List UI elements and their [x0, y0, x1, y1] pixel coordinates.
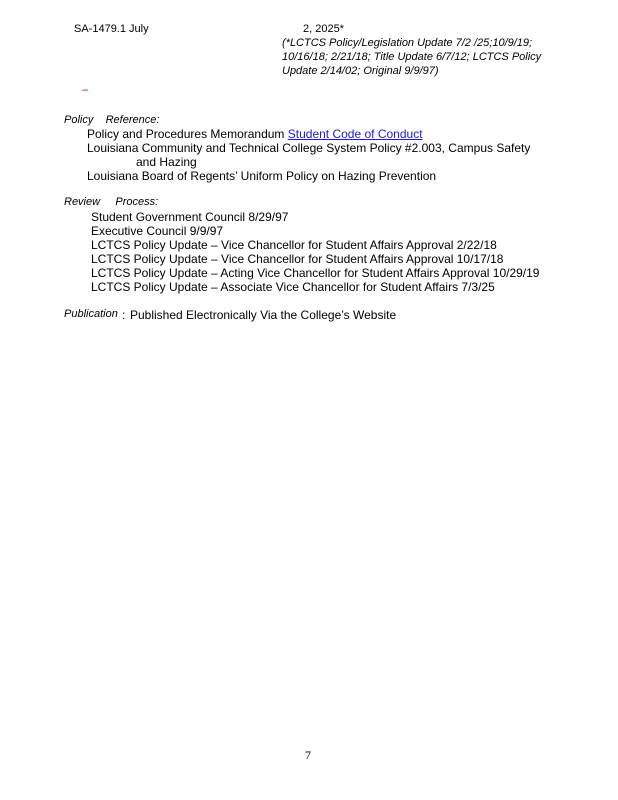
publication-text: Published Electronically Via the College’s Website	[130, 308, 397, 322]
review-process-item: Executive Council 9/9/97	[91, 224, 224, 238]
revision-history-line: 10/16/18; 2/21/18; Title Update 6/7/12; LCTCS Policy	[282, 51, 542, 63]
review-process-heading	[64, 196, 158, 208]
stray-dash: –	[82, 84, 89, 96]
document-date: 2, 2025*	[303, 23, 344, 35]
review-process-label-2: Process:	[115, 196, 159, 208]
student-code-of-conduct-link[interactable]: Student Code of Conduct	[287, 127, 423, 141]
review-process-item: LCTCS Policy Update – Vice Chancellor for Student Affairs Approval 2/22/18	[91, 238, 497, 252]
revision-history-line: (*LCTCS Policy/Legislation Update 7/2 /25;10/9/19;	[282, 37, 533, 49]
page-number: 7	[305, 748, 311, 762]
document-id: SA-1479.1 July	[74, 23, 149, 35]
review-process-item: LCTCS Policy Update – Acting Vice Chancellor for Student Affairs Approval 10/29/19	[91, 266, 540, 280]
policy-reference-label-2: Reference:	[105, 114, 160, 126]
policy-memo-prefix: Policy and Procedures Memorandum	[87, 127, 288, 141]
publication-label: Publication	[64, 308, 118, 320]
revision-history-line: Update 2/14/02; Original 9/9/97)	[282, 65, 439, 77]
review-process-label-1: Review	[64, 196, 101, 208]
revision-history	[282, 36, 541, 78]
review-process-item: Student Government Council 8/29/97	[91, 210, 289, 224]
lctcs-policy-reference: Louisiana Community and Technical College System Policy #2.003, Campus Safety	[87, 141, 531, 155]
policy-reference-heading	[64, 114, 159, 126]
review-process-item: LCTCS Policy Update – Vice Chancellor for Student Affairs Approval 10/17/18	[91, 252, 504, 266]
policy-reference-label-1: Policy	[64, 114, 94, 126]
review-process-item: LCTCS Policy Update – Associate Vice Chancellor for Student Affairs 7/3/25	[91, 280, 495, 294]
policy-memo-reference	[87, 127, 423, 141]
review-process-list	[91, 210, 539, 294]
regents-policy-reference: Louisiana Board of Regents’ Uniform Policy on Hazing Prevention	[87, 169, 437, 183]
lctcs-policy-reference-continued: and Hazing	[136, 155, 197, 169]
publication-colon: :	[122, 308, 126, 322]
